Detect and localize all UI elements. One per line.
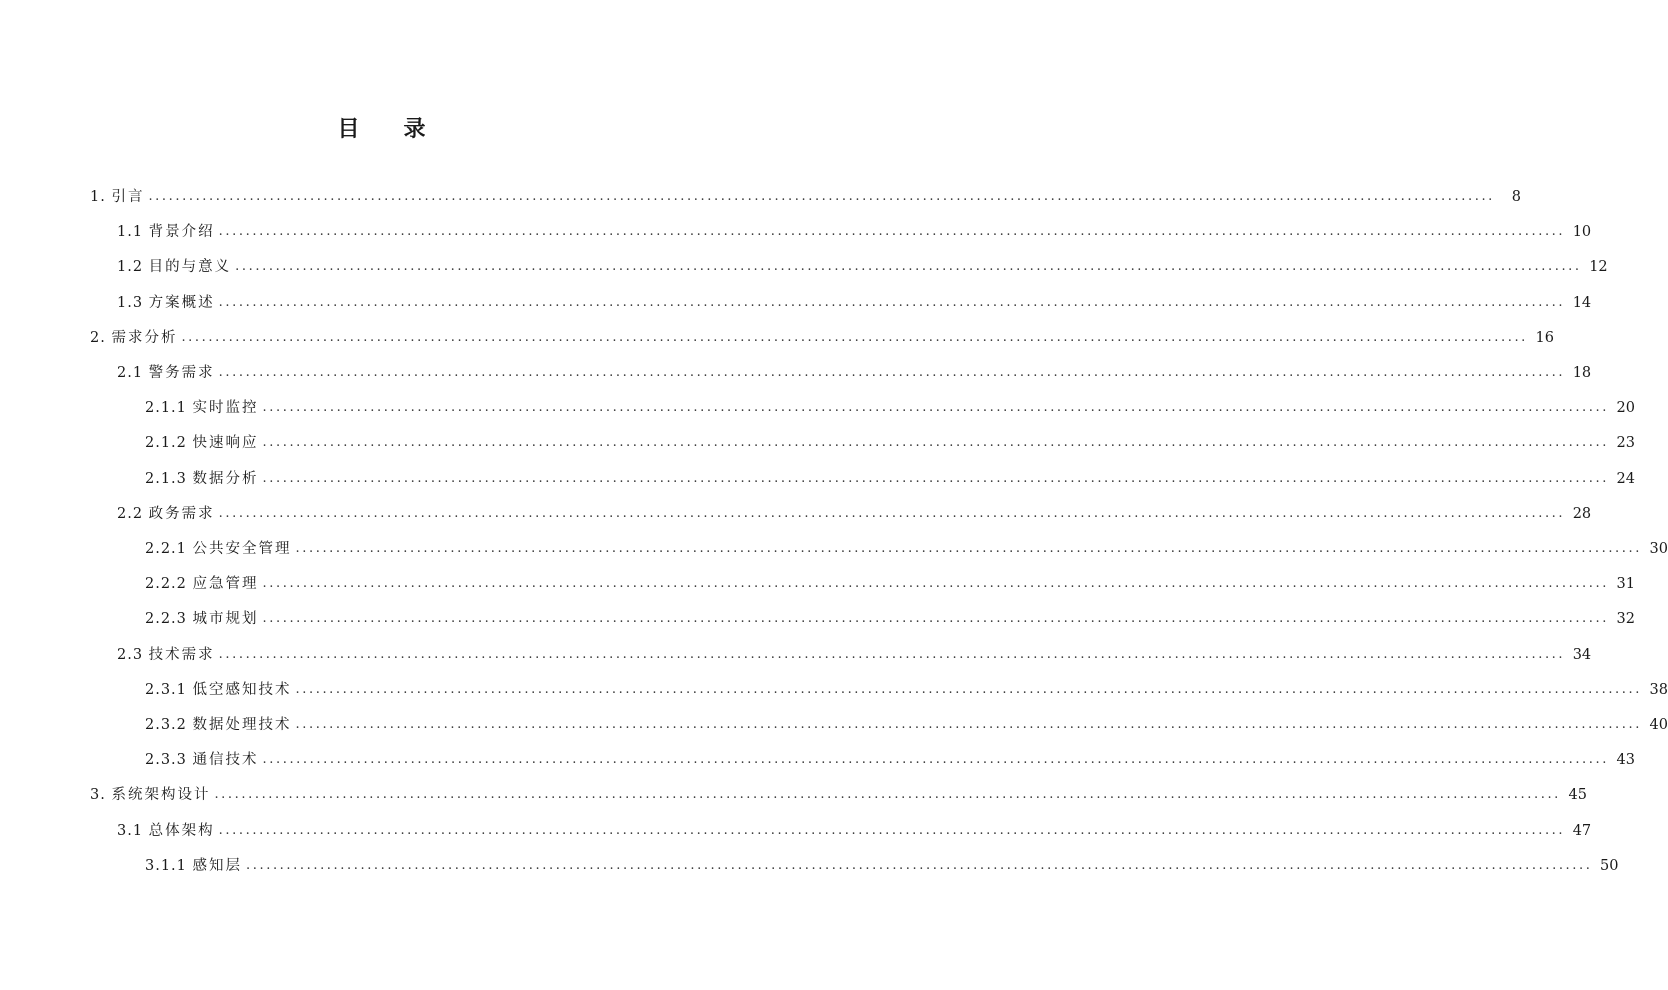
toc-entry-page: 18: [1572, 365, 1592, 381]
toc-entry-number: 1.2: [117, 259, 149, 276]
toc-entry[interactable]: [117, 362, 1592, 384]
toc-entry-leader: ........................................................................................................................................................................................................: [262, 400, 1609, 416]
toc-entry-number: 2.2: [117, 505, 149, 522]
toc-entry[interactable]: [90, 327, 1554, 349]
toc-entry-number: 2.3.2: [145, 717, 193, 733]
toc-entry-leader: ........................................................................................................................................................................................................: [218, 365, 1566, 380]
toc-entry[interactable]: [90, 186, 1521, 208]
toc-entry-leader: ........................................................................................................................................................................................................: [235, 259, 1582, 275]
toc-entry-leader: ........................................................................................................................................................................................................: [295, 717, 1642, 732]
toc-entry-title: 公共安全管理: [192, 541, 292, 557]
toc-entry[interactable]: [117, 503, 1592, 525]
toc-entry-leader: ........................................................................................................................................................................................................: [262, 611, 1609, 627]
toc-entry-leader: ........................................................................................................................................................................................................: [246, 857, 1593, 873]
toc-entry-leader: ........................................................................................................................................................................................................: [218, 505, 1566, 521]
toc-entry-title: 目的与意义: [148, 259, 232, 276]
toc-title: [0, 112, 765, 143]
toc-entry[interactable]: [90, 784, 1587, 806]
toc-entry-page: 10: [1572, 224, 1592, 241]
toc-entry-title: 政务需求: [148, 505, 215, 522]
toc-entry-page: 16: [1535, 329, 1554, 346]
toc-entry[interactable]: [145, 397, 1635, 419]
toc-entry[interactable]: [145, 573, 1635, 595]
toc-entry-title: 数据处理技术: [192, 717, 292, 733]
toc-entry-title: 总体架构: [148, 822, 215, 839]
toc-entry-title: 需求分析: [111, 329, 178, 346]
toc-entry[interactable]: [117, 221, 1592, 243]
toc-entry-page: 20: [1616, 400, 1635, 417]
toc-entry-title: 技术需求: [148, 646, 215, 663]
toc-entry-page: 24: [1616, 470, 1635, 487]
toc-entry-title: 通信技术: [192, 752, 259, 769]
toc-entry[interactable]: [145, 608, 1635, 630]
toc-entry-number: 2.1.1: [145, 400, 193, 417]
toc-entry-number: 3.1.1: [145, 857, 193, 874]
toc-entry-page: 50: [1600, 857, 1619, 874]
toc-entry-number: 3.: [90, 787, 112, 804]
toc-entry[interactable]: [117, 256, 1608, 278]
toc-entry-page: 43: [1616, 752, 1635, 769]
toc-entry[interactable]: [145, 714, 1668, 736]
toc-entry-leader: ........................................................................................................................................................................................................: [262, 435, 1609, 451]
toc-entry-leader: ........................................................................................................................................................................................................: [218, 224, 1566, 240]
toc-entry-title: 实时监控: [192, 400, 259, 417]
toc-entry[interactable]: [117, 292, 1592, 314]
toc-entry-leader: ........................................................................................................................................................................................................: [218, 646, 1566, 662]
toc-entry-leader: ........................................................................................................................................................................................................: [262, 470, 1609, 486]
toc-entry-leader: ........................................................................................................................................................................................................: [214, 787, 1561, 803]
toc-entry-page: 38: [1649, 681, 1668, 698]
toc-entry-title: 快速响应: [192, 435, 259, 452]
toc-entry-number: 2.1.2: [145, 435, 193, 452]
toc-entry-title: 感知层: [192, 857, 243, 874]
toc-entry-title: 数据分析: [192, 470, 259, 487]
toc-entry-page: 34: [1572, 646, 1592, 663]
toc-entry-leader: ........................................................................................................................................................................................................: [181, 329, 1528, 345]
toc-entry-leader: ........................................................................................................................................................................................................: [262, 752, 1609, 768]
toc-entry-number: 2.2.2: [145, 576, 193, 593]
toc-entry-title: 低空感知技术: [192, 681, 292, 698]
toc-entry-page: 40: [1649, 717, 1668, 733]
toc-entry-number: 2.3.3: [145, 752, 193, 769]
toc-entry-leader: ........................................................................................................................................................................................................: [295, 681, 1642, 697]
toc-entry-number: 2.1: [117, 365, 149, 381]
toc-entry-number: 2.3: [117, 646, 149, 663]
toc-entry[interactable]: [145, 432, 1635, 454]
toc-entry-page: 32: [1616, 611, 1635, 628]
toc-entry-title: 警务需求: [148, 365, 215, 381]
toc-entry-number: 1.3: [117, 294, 149, 311]
toc-entry-number: 2.2.3: [145, 611, 193, 628]
toc-entry-title: 系统架构设计: [111, 787, 211, 804]
toc-entry-title: 背景介绍: [148, 224, 215, 241]
toc-entry-page: 8: [1511, 189, 1521, 205]
toc-entry-page: 31: [1616, 576, 1635, 593]
toc-entry[interactable]: [145, 538, 1668, 560]
toc-entry[interactable]: [145, 749, 1635, 771]
toc-entry-number: 2.2.1: [145, 541, 193, 557]
toc-entry-title: 引言: [111, 189, 145, 205]
toc-entry-number: 2.1.3: [145, 470, 193, 487]
toc-entry-number: 3.1: [117, 822, 149, 839]
toc-entry-page: 28: [1572, 505, 1592, 522]
toc-entry-leader: ........................................................................................................................................................................................................: [295, 541, 1642, 556]
toc-entry-number: 1.1: [117, 224, 149, 241]
toc-entry-page: 23: [1616, 435, 1635, 452]
toc-entry[interactable]: [145, 679, 1668, 701]
toc-entry-leader: ........................................................................................................................................................................................................: [148, 189, 1495, 204]
toc-entry-title: 方案概述: [148, 294, 215, 311]
toc-entry[interactable]: [117, 820, 1592, 842]
toc-entry-title: 应急管理: [192, 576, 259, 593]
toc-entry-page: 14: [1572, 294, 1592, 311]
toc-entry[interactable]: [145, 855, 1619, 877]
toc-entry-page: 12: [1589, 259, 1608, 276]
toc-entry[interactable]: [145, 468, 1635, 490]
toc-title-char-1: 目: [337, 117, 362, 142]
toc-entry-page: 47: [1572, 822, 1592, 839]
toc-entry-title: 城市规划: [192, 611, 259, 628]
toc-title-char-2: 录: [403, 117, 428, 142]
toc-entry-page: 30: [1649, 541, 1668, 557]
toc-entry[interactable]: [117, 644, 1592, 666]
toc-entry-leader: ........................................................................................................................................................................................................: [218, 822, 1566, 838]
toc-entry-leader: ........................................................................................................................................................................................................: [218, 294, 1566, 310]
toc-entry-number: 2.: [90, 329, 112, 346]
toc-entry-leader: ........................................................................................................................................................................................................: [262, 576, 1609, 592]
toc-entry-number: 2.3.1: [145, 681, 193, 698]
toc-entry-page: 45: [1568, 787, 1587, 804]
toc-entry-number: 1.: [90, 189, 112, 205]
